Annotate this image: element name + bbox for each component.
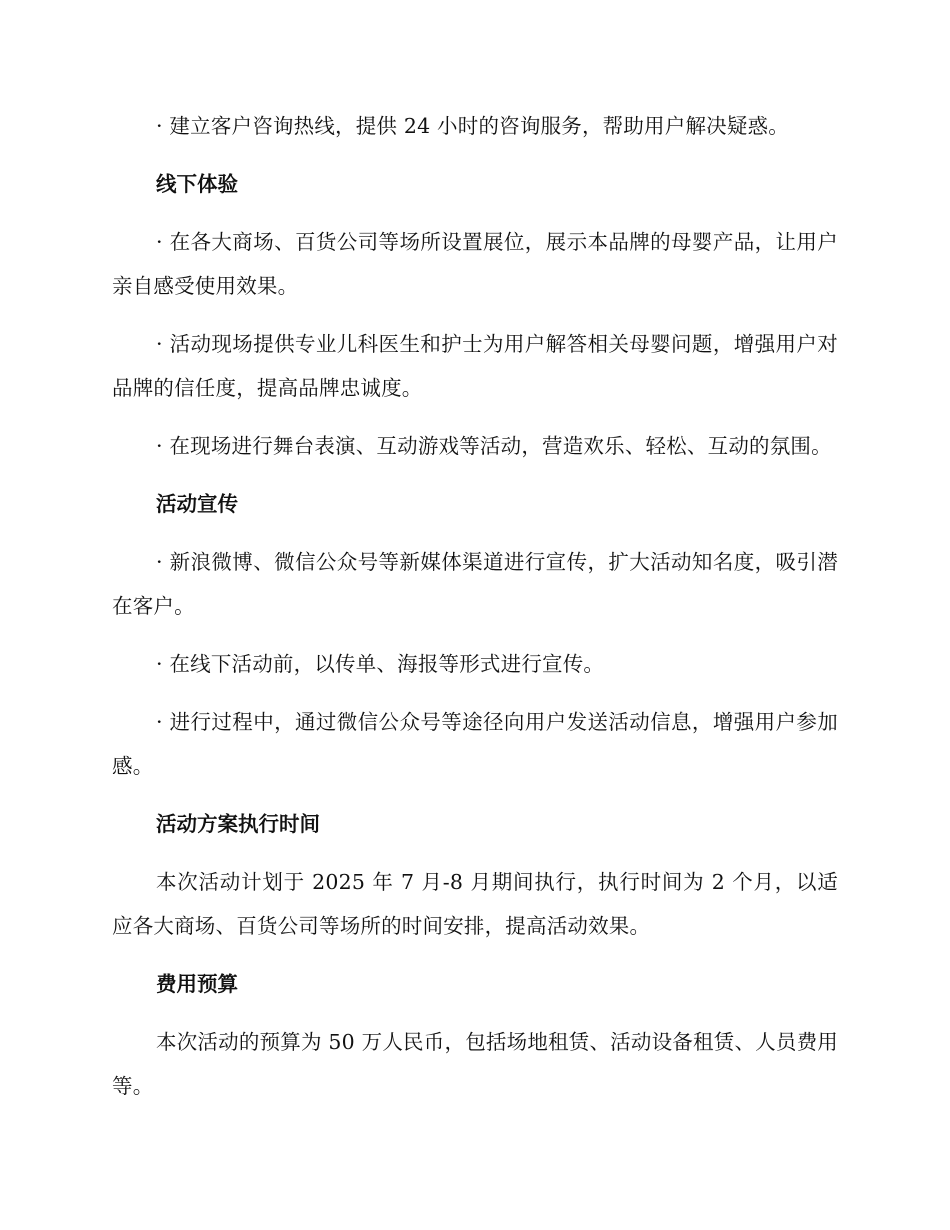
paragraph-schedule: 本次活动计划于 2025 年 7 月-8 月期间执行，执行时间为 2 个月，以适应各大商场、百货公司等场所的时间安排，提高活动效果。 [112,870,838,938]
heading-promotion: 活动宣传 [156,492,238,516]
document-page [112,104,838,1122]
paragraph-new-media: · 新浪微博、微信公众号等新媒体渠道进行宣传，扩大活动知名度，吸引潜在客户。 [112,550,838,618]
paragraph-booth-display: · 在各大商场、百货公司等场所设置展位，展示本品牌的母婴产品，让用户亲自感受使用效果。 [112,230,838,298]
heading-budget: 费用预算 [156,972,238,996]
paragraph-pediatric-support: · 活动现场提供专业儿科医生和护士为用户解答相关母婴问题，增强用户对品牌的信任度，提高品牌忠诚度。 [112,332,838,400]
paragraph-budget: 本次活动的预算为 50 万人民币，包括场地租赁、活动设备租赁、人员费用等。 [112,1030,838,1098]
paragraph-consult-hotline: · 建立客户咨询热线，提供 24 小时的咨询服务，帮助用户解决疑惑。 [156,114,789,138]
heading-execution-time: 活动方案执行时间 [156,812,320,836]
heading-offline-experience: 线下体验 [156,172,238,196]
paragraph-wechat-messaging: · 进行过程中，通过微信公众号等途径向用户发送活动信息，增强用户参加感。 [112,710,838,778]
paragraph-stage-activities: · 在现场进行舞台表演、互动游戏等活动，营造欢乐、轻松、互动的氛围。 [156,434,832,458]
paragraph-flyers-posters: · 在线下活动前，以传单、海报等形式进行宣传。 [156,652,605,676]
